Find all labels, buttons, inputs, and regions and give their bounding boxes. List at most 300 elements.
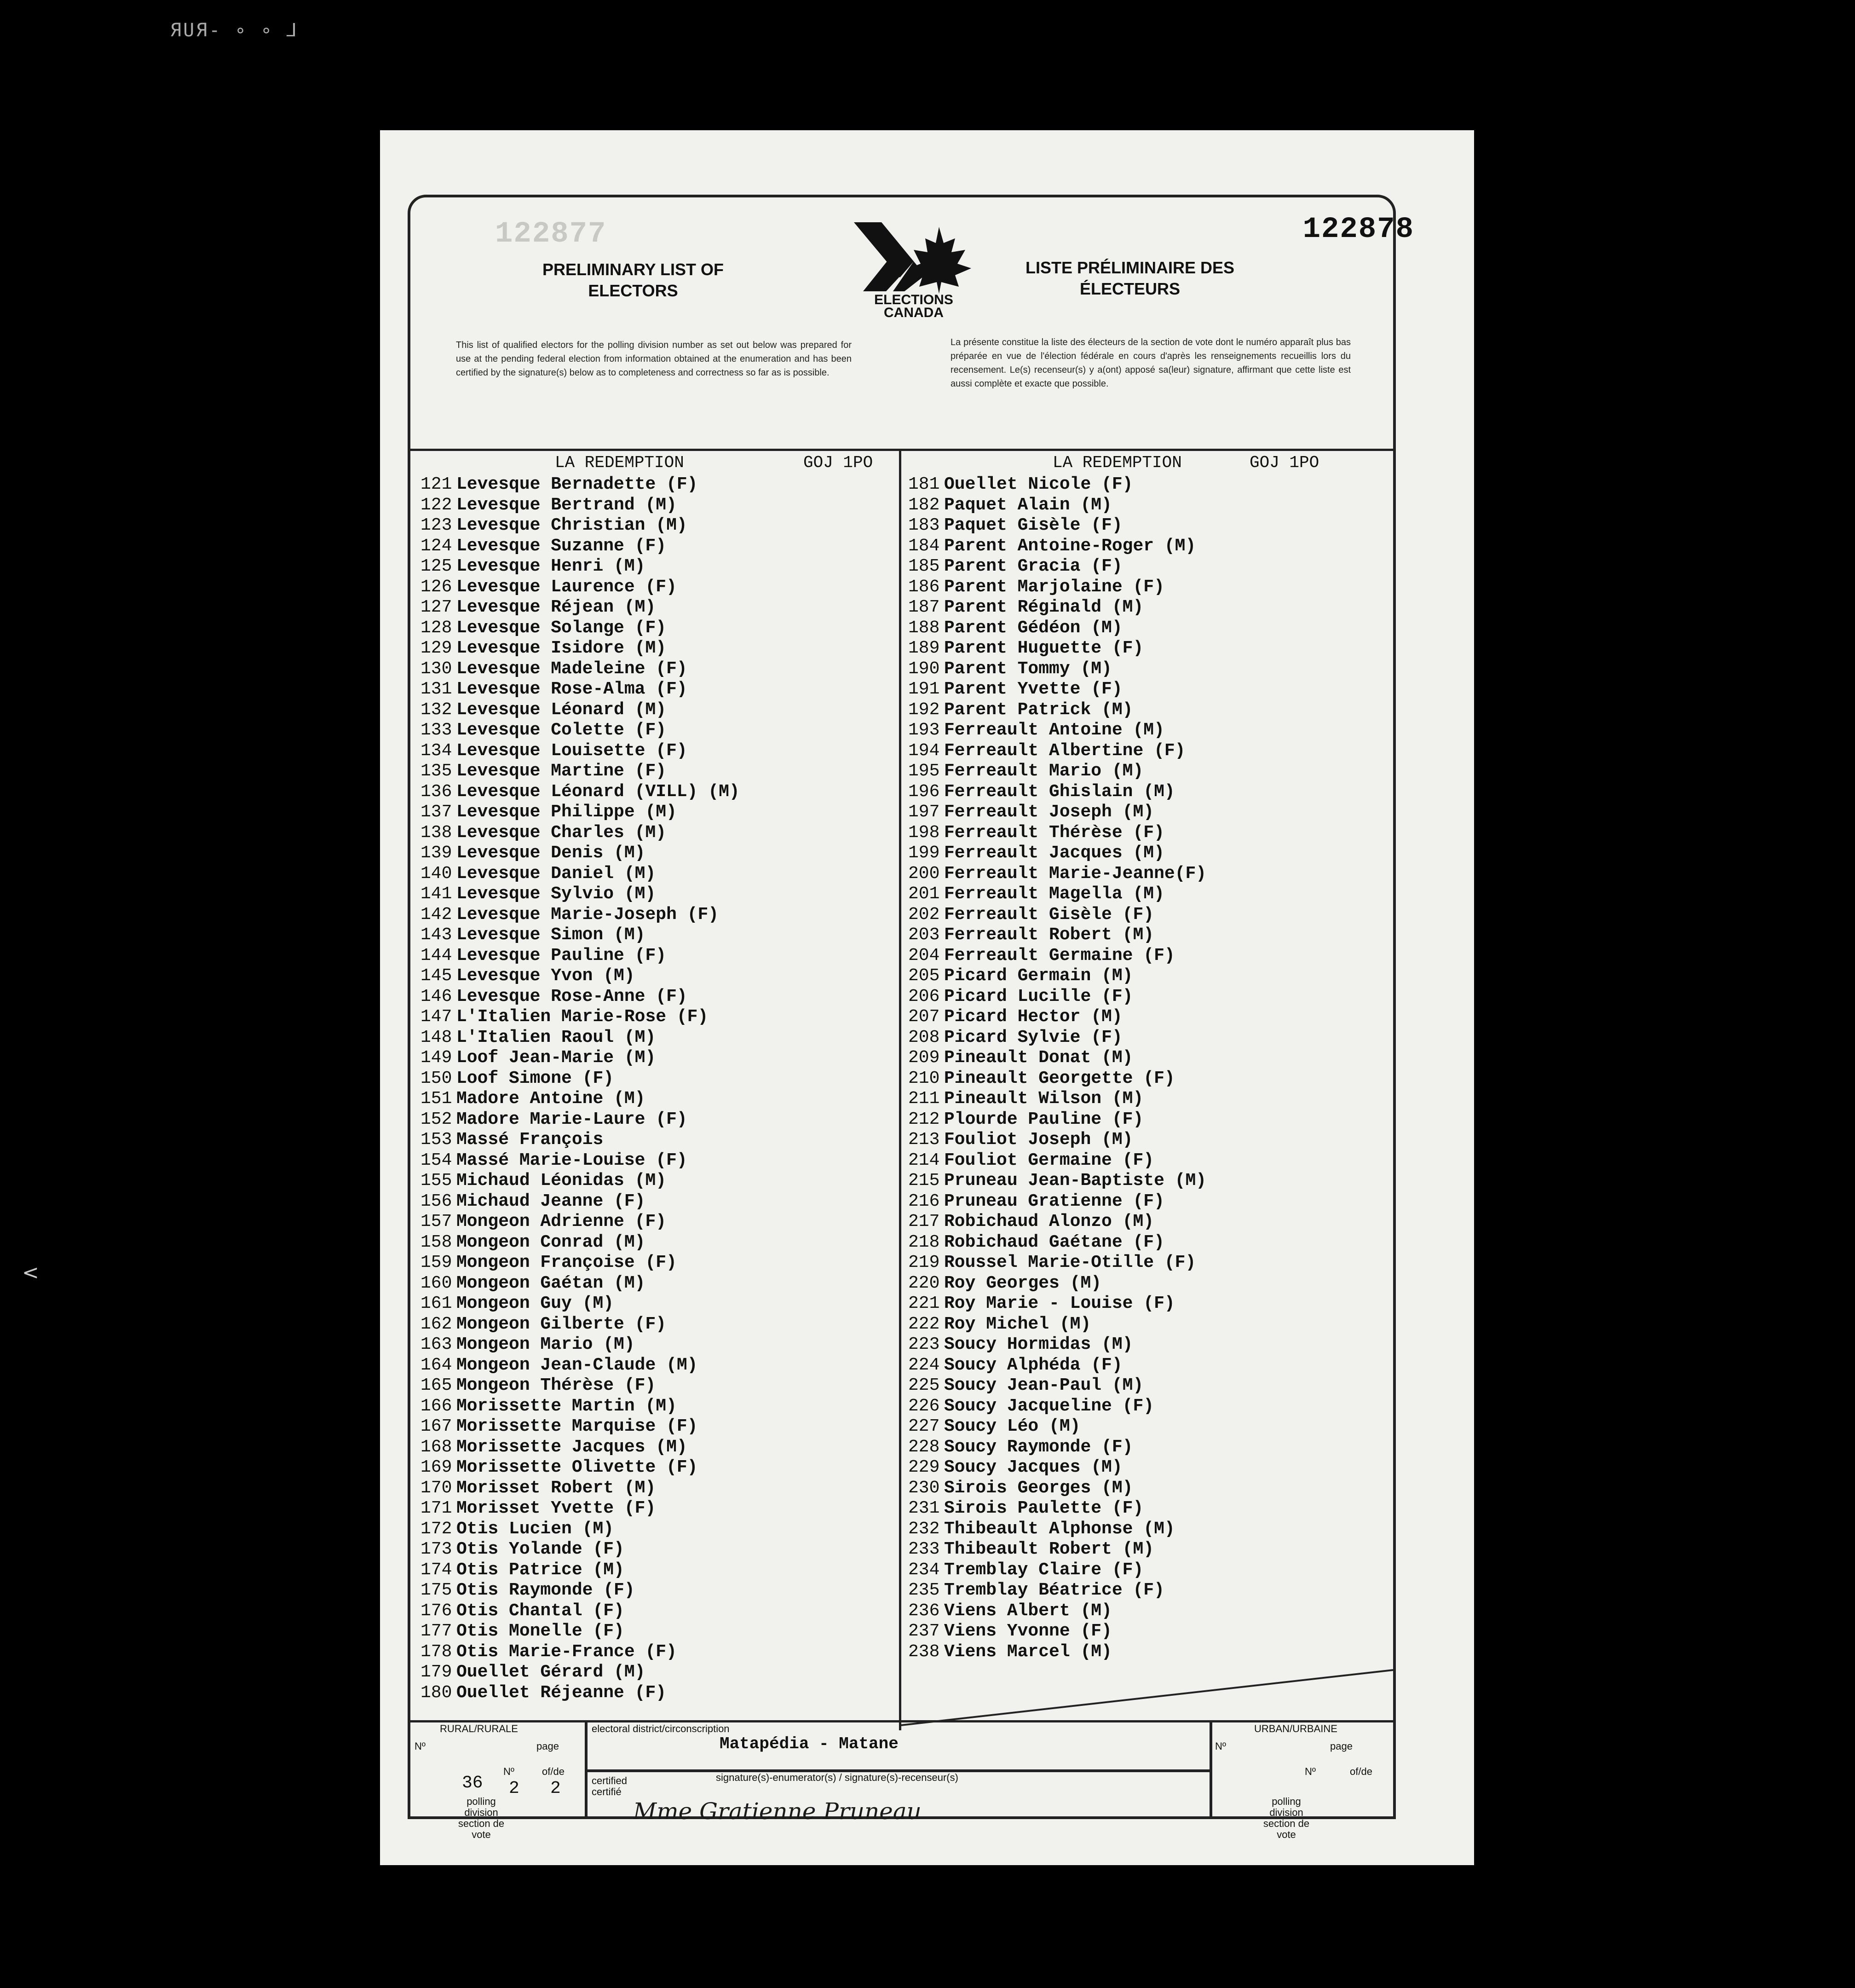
elector-number: 226	[908, 1396, 940, 1416]
elector-row	[421, 1621, 740, 1642]
elector-number: 132	[421, 699, 452, 720]
elector-name: Parent Gédéon (M)	[944, 618, 1123, 638]
elector-row	[908, 823, 1206, 844]
elector-row	[421, 1028, 740, 1048]
elector-name: Mongeon Mario (M)	[456, 1335, 635, 1354]
elector-name: Parent Gracia (F)	[944, 556, 1123, 576]
elector-row	[421, 638, 740, 659]
elector-number: 197	[908, 802, 940, 822]
elector-number: 199	[908, 843, 940, 863]
elector-row	[908, 1273, 1206, 1294]
elector-name: Ferreault Joseph (M)	[944, 802, 1154, 822]
elector-name: Thibeault Robert (M)	[944, 1539, 1154, 1559]
elector-number: 143	[421, 925, 452, 945]
elector-row	[908, 1069, 1206, 1089]
elector-number: 128	[421, 618, 452, 638]
elector-name: Mongeon Jean-Claude (M)	[456, 1355, 698, 1375]
elector-row	[421, 515, 740, 536]
elector-row	[908, 1601, 1206, 1622]
elector-row	[908, 946, 1206, 966]
elector-row	[908, 1110, 1206, 1130]
elector-row	[908, 1171, 1206, 1191]
elector-row	[908, 761, 1206, 782]
elector-number: 195	[908, 761, 940, 781]
elector-row	[908, 720, 1206, 741]
elector-name: Ferreault Jacques (M)	[944, 843, 1164, 863]
elector-number: 121	[421, 474, 452, 494]
elector-row	[421, 1396, 740, 1417]
elector-number: 206	[908, 986, 940, 1006]
elector-number: 172	[421, 1519, 452, 1539]
elector-row	[421, 1150, 740, 1171]
elector-name: Ferreault Marie-Jeanne(F)	[944, 863, 1207, 884]
elector-number: 209	[908, 1048, 940, 1068]
elector-row	[421, 987, 740, 1007]
enumerator-signature	[628, 1792, 997, 1828]
elector-row	[421, 679, 740, 700]
elector-number: 145	[421, 966, 452, 986]
electoral-district-label: electoral district/circonscription	[592, 1723, 730, 1734]
elector-row	[421, 1519, 740, 1540]
urban-page-no-label: Nº	[1305, 1766, 1316, 1777]
elector-number: 200	[908, 863, 940, 884]
elections-canada-logo	[845, 218, 983, 319]
elector-name: Roy Georges (M)	[944, 1273, 1102, 1293]
elector-number: 216	[908, 1191, 940, 1211]
rural-page-label: page	[536, 1740, 559, 1752]
elector-name: Otis Raymonde (F)	[456, 1580, 635, 1600]
elector-name: Levesque Simon (M)	[456, 925, 645, 945]
elector-name: Morisset Robert (M)	[456, 1478, 656, 1498]
elector-row	[908, 1560, 1206, 1581]
elector-row	[908, 1498, 1206, 1519]
elector-number: 140	[421, 863, 452, 884]
elector-number: 222	[908, 1314, 940, 1334]
elector-name: Madore Antoine (M)	[456, 1089, 645, 1109]
elector-name: Levesque Denis (M)	[456, 843, 645, 863]
elector-name: Parent Yvette (F)	[944, 679, 1123, 699]
elector-number: 159	[421, 1253, 452, 1272]
elector-number: 214	[908, 1150, 940, 1170]
elector-name: Levesque Léonard (VILL) (M)	[456, 781, 740, 802]
elector-number: 137	[421, 802, 452, 822]
elector-number: 171	[421, 1498, 452, 1518]
elector-number: 173	[421, 1539, 452, 1559]
elector-name: Levesque Philippe (M)	[456, 802, 677, 822]
elector-row	[421, 1601, 740, 1622]
elector-number: 176	[421, 1601, 452, 1621]
elector-number: 212	[908, 1109, 940, 1129]
elector-row	[908, 1375, 1206, 1396]
elector-number: 233	[908, 1539, 940, 1559]
elector-row	[908, 1457, 1206, 1478]
elector-row	[421, 823, 740, 844]
elector-number: 146	[421, 986, 452, 1006]
elector-number: 198	[908, 822, 940, 843]
elector-row	[908, 1007, 1206, 1028]
film-side-mark: <	[22, 1261, 39, 1284]
elector-row	[421, 1089, 740, 1110]
elector-name: Levesque Léonard (M)	[456, 699, 667, 720]
elector-row	[908, 905, 1206, 925]
elector-row	[908, 966, 1206, 987]
elector-row	[421, 1007, 740, 1028]
elector-number: 144	[421, 945, 452, 965]
elector-name: Levesque Sylvio (M)	[456, 884, 656, 904]
elector-row	[908, 515, 1206, 536]
signature-label: signature(s)-enumerator(s) / signature(s)-recenseur(s)	[716, 1772, 958, 1783]
intro-french: La présente constitue la liste des électeurs de la section de vote dont le numéro apparaît plus bas préparée en vue de l'élection fédérale en cours d'après les renseignements recueillis lors du recensement. Le(s) recenseur(s) y a(ont) apposé sa(leur) signature, affirmant que cette liste est aussi complète et exacte que possible.	[951, 337, 1351, 389]
elector-name: Thibeault Alphonse (M)	[944, 1519, 1175, 1539]
elector-number: 193	[908, 720, 940, 740]
elector-row	[908, 1212, 1206, 1232]
elector-name: Ouellet Nicole (F)	[944, 474, 1133, 494]
elector-row	[421, 905, 740, 925]
header-divider	[408, 449, 1396, 451]
elector-number: 168	[421, 1437, 452, 1457]
column-divider	[899, 451, 901, 1730]
elector-name: Levesque Henri (M)	[456, 556, 645, 576]
elector-name: Michaud Jeanne (F)	[456, 1191, 645, 1211]
elector-number: 167	[421, 1416, 452, 1436]
elector-number: 229	[908, 1457, 940, 1477]
elector-row	[421, 843, 740, 864]
elector-row	[908, 495, 1206, 516]
elector-name: Parent Tommy (M)	[944, 659, 1112, 679]
elector-row	[908, 782, 1206, 803]
elector-name: Robichaud Gaétane (F)	[944, 1232, 1164, 1252]
elector-name: Morissette Olivette (F)	[456, 1457, 698, 1477]
elector-name: Picard Hector (M)	[944, 1007, 1123, 1027]
left-column-locality: LA REDEMPTION	[555, 453, 684, 472]
svg-text:Mme Gratienne Pruneau: Mme Gratienne Pruneau	[633, 1798, 922, 1825]
elector-number: 207	[908, 1007, 940, 1027]
elector-name: Pineault Wilson (M)	[944, 1089, 1144, 1109]
elector-row	[908, 536, 1206, 557]
elector-name: Fouliot Joseph (M)	[944, 1130, 1133, 1150]
elector-row	[421, 618, 740, 639]
elector-name: Mongeon Conrad (M)	[456, 1232, 645, 1252]
elector-name: Morissette Martin (M)	[456, 1396, 677, 1416]
elector-number: 189	[908, 638, 940, 658]
elector-name: Viens Albert (M)	[944, 1601, 1112, 1621]
elector-name: Parent Réginald (M)	[944, 597, 1144, 617]
elector-row	[421, 1355, 740, 1376]
elector-name: Levesque Madeleine (F)	[456, 659, 687, 679]
elector-row	[421, 884, 740, 905]
elector-number: 177	[421, 1621, 452, 1641]
elector-name: Levesque Louisette (F)	[456, 740, 687, 761]
elector-number: 205	[908, 966, 940, 986]
elector-row	[908, 1519, 1206, 1540]
elector-number: 187	[908, 597, 940, 617]
urban-label: URBAN/URBAINE	[1254, 1723, 1337, 1734]
page-of-number: 2	[550, 1779, 561, 1798]
elector-name: Levesque Réjean (M)	[456, 597, 656, 617]
elector-name: Levesque Martine (F)	[456, 761, 667, 781]
rural-of-label: of/de	[542, 1766, 565, 1777]
elector-name: Morisset Yvette (F)	[456, 1498, 656, 1518]
elector-row	[908, 987, 1206, 1007]
elector-name: Ouellet Réjeanne (F)	[456, 1682, 667, 1703]
elector-name: Otis Patrice (M)	[456, 1560, 624, 1580]
elector-number: 225	[908, 1375, 940, 1395]
elector-row	[908, 700, 1206, 721]
elector-number: 170	[421, 1478, 452, 1498]
elector-name: Picard Lucille (F)	[944, 986, 1133, 1006]
elector-number: 221	[908, 1294, 940, 1313]
elector-row	[908, 577, 1206, 598]
elector-row	[421, 556, 740, 577]
left-column-postal-code: GOJ 1PO	[803, 453, 873, 472]
elector-row	[908, 1294, 1206, 1314]
elector-name: Loof Jean-Marie (M)	[456, 1048, 656, 1068]
rural-polling-division-label: polling division section de vote	[458, 1796, 505, 1840]
right-column-locality: LA REDEMPTION	[1053, 453, 1182, 472]
elector-name: Ferreault Albertine (F)	[944, 740, 1186, 761]
elector-number: 227	[908, 1416, 940, 1436]
elector-name: Levesque Suzanne (F)	[456, 536, 667, 556]
elector-number: 166	[421, 1396, 452, 1416]
elector-row	[908, 802, 1206, 823]
elector-name: Ferreault Germaine (F)	[944, 945, 1175, 965]
elector-row	[421, 1642, 740, 1663]
elector-number: 165	[421, 1375, 452, 1395]
elector-number: 161	[421, 1294, 452, 1313]
elector-name: Mongeon Gaétan (M)	[456, 1273, 645, 1293]
elector-name: Levesque Christian (M)	[456, 515, 687, 535]
elector-number: 157	[421, 1212, 452, 1231]
elector-name: Robichaud Alonzo (M)	[944, 1212, 1154, 1231]
elector-row	[908, 1232, 1206, 1253]
elector-number: 141	[421, 884, 452, 904]
elector-name: Pineault Georgette (F)	[944, 1068, 1175, 1088]
elector-name: Paquet Gisèle (F)	[944, 515, 1123, 535]
elector-row	[908, 864, 1206, 884]
film-frame-mark: ЯUЯ- ∘ ∘ ⅃	[170, 20, 299, 41]
elector-number: 147	[421, 1007, 452, 1027]
elector-row	[908, 1150, 1206, 1171]
elector-name: Parent Marjolaine (F)	[944, 577, 1164, 597]
elector-name: Otis Marie-France (F)	[456, 1641, 677, 1662]
elector-number: 194	[908, 740, 940, 761]
elector-number: 201	[908, 884, 940, 904]
elector-number: 174	[421, 1560, 452, 1580]
elector-number: 235	[908, 1580, 940, 1600]
elector-row	[908, 1314, 1206, 1335]
page-number: 2	[509, 1779, 519, 1798]
urban-no-label: Nº	[1215, 1740, 1226, 1752]
elector-name: Mongeon Guy (M)	[456, 1294, 614, 1313]
elector-number: 150	[421, 1068, 452, 1088]
elector-name: Soucy Jean-Paul (M)	[944, 1375, 1144, 1395]
elector-row	[421, 761, 740, 782]
elector-row	[908, 1580, 1206, 1601]
elector-name: Otis Chantal (F)	[456, 1601, 624, 1621]
elector-name: Levesque Charles (M)	[456, 822, 667, 843]
elector-number: 149	[421, 1048, 452, 1068]
elector-name: Roussel Marie-Otille (F)	[944, 1253, 1196, 1272]
elector-name: Sirois Georges (M)	[944, 1478, 1133, 1498]
elector-number: 139	[421, 843, 452, 863]
elector-row	[421, 864, 740, 884]
elector-name: Pruneau Gratienne (F)	[944, 1191, 1164, 1211]
elector-number: 156	[421, 1191, 452, 1211]
elector-name: Madore Marie-Laure (F)	[456, 1109, 687, 1129]
elector-number: 204	[908, 945, 940, 965]
elector-row	[421, 946, 740, 966]
urban-page-label: page	[1330, 1740, 1353, 1752]
elector-number: 211	[908, 1089, 940, 1109]
elector-name: Ferreault Antoine (M)	[944, 720, 1164, 740]
elector-row	[908, 1253, 1206, 1273]
elector-number: 184	[908, 536, 940, 556]
elector-number: 203	[908, 925, 940, 945]
urban-of-label: of/de	[1350, 1766, 1372, 1777]
elector-name: Viens Yvonne (F)	[944, 1621, 1112, 1641]
elector-row	[908, 1621, 1206, 1642]
elector-name: Otis Monelle (F)	[456, 1621, 624, 1641]
elector-name: Picard Germain (M)	[944, 966, 1133, 986]
elector-name: L'Italien Raoul (M)	[456, 1027, 656, 1047]
ghost-form-number: 122877	[495, 218, 607, 251]
elector-number: 217	[908, 1212, 940, 1231]
elector-number: 181	[908, 474, 940, 494]
elector-number: 155	[421, 1171, 452, 1190]
elector-name: Soucy Hormidas (M)	[944, 1335, 1133, 1354]
elector-row	[421, 1498, 740, 1519]
elector-row	[908, 1416, 1206, 1437]
form-number: 122878	[1302, 213, 1414, 246]
elector-name: Loof Simone (F)	[456, 1068, 614, 1088]
elector-row	[908, 1130, 1206, 1150]
elector-name: Morissette Jacques (M)	[456, 1437, 687, 1457]
rural-page-no-label: Nº	[503, 1766, 514, 1777]
elector-name: Pruneau Jean-Baptiste (M)	[944, 1171, 1207, 1190]
elector-row	[421, 1539, 740, 1560]
elector-number: 224	[908, 1355, 940, 1375]
elector-number: 127	[421, 597, 452, 617]
elector-name: Otis Lucien (M)	[456, 1519, 614, 1539]
elector-name: Levesque Rose-Anne (F)	[456, 986, 687, 1006]
elector-number: 232	[908, 1519, 940, 1539]
elector-number: 215	[908, 1171, 940, 1190]
elector-number: 236	[908, 1601, 940, 1621]
logo-text-elections: ELECTIONS	[874, 292, 953, 307]
elector-name: Levesque Daniel (M)	[456, 863, 656, 884]
elector-row	[421, 659, 740, 680]
elector-row	[421, 1130, 740, 1150]
elector-row	[908, 556, 1206, 577]
elector-row	[908, 1396, 1206, 1417]
elector-name: Morissette Marquise (F)	[456, 1416, 698, 1436]
elector-name: Ferreault Mario (M)	[944, 761, 1144, 781]
elector-row	[421, 1048, 740, 1069]
elector-number: 162	[421, 1314, 452, 1334]
elector-name: Fouliot Germaine (F)	[944, 1150, 1154, 1170]
elector-number: 190	[908, 659, 940, 679]
elector-row	[421, 1110, 740, 1130]
elector-name: Parent Patrick (M)	[944, 699, 1133, 720]
elector-row	[908, 1028, 1206, 1048]
elector-name: Ouellet Gérard (M)	[456, 1662, 645, 1682]
rural-no-label: Nº	[415, 1740, 426, 1752]
elector-name: Levesque Laurence (F)	[456, 577, 677, 597]
elector-number: 175	[421, 1580, 452, 1600]
electoral-district: Matapédia - Matane	[720, 1734, 899, 1753]
elector-number: 231	[908, 1498, 940, 1518]
elector-number: 185	[908, 556, 940, 576]
elector-number: 219	[908, 1253, 940, 1272]
elector-row	[421, 1069, 740, 1089]
elector-name: Levesque Isidore (M)	[456, 638, 667, 658]
elector-name: Roy Marie - Louise (F)	[944, 1294, 1175, 1313]
elector-row	[421, 925, 740, 946]
certified-label: certified certifié	[592, 1775, 628, 1797]
elector-row	[421, 1212, 740, 1232]
elector-number: 196	[908, 781, 940, 802]
elector-row	[421, 1683, 740, 1704]
elector-name: Ferreault Ghislain (M)	[944, 781, 1175, 802]
elector-row	[421, 536, 740, 557]
elector-name: Mongeon Adrienne (F)	[456, 1212, 667, 1231]
elector-row	[908, 1089, 1206, 1110]
elector-number: 202	[908, 904, 940, 925]
elector-row	[908, 638, 1206, 659]
right-electors-list	[908, 474, 1206, 1662]
elector-name: Picard Sylvie (F)	[944, 1027, 1123, 1047]
elector-row	[908, 884, 1206, 905]
elector-name: Massé Marie-Louise (F)	[456, 1150, 687, 1170]
elector-name: Levesque Colette (F)	[456, 720, 667, 740]
elector-row	[908, 741, 1206, 762]
elector-row	[421, 577, 740, 598]
elector-row	[421, 1437, 740, 1458]
electors-list-sheet	[380, 130, 1474, 1865]
elector-name: Levesque Rose-Alma (F)	[456, 679, 687, 699]
elector-name: Sirois Paulette (F)	[944, 1498, 1144, 1518]
elector-number: 164	[421, 1355, 452, 1375]
elector-name: Tremblay Claire (F)	[944, 1560, 1144, 1580]
elector-number: 153	[421, 1130, 452, 1150]
elector-name: Soucy Jacques (M)	[944, 1457, 1123, 1477]
elector-number: 142	[421, 904, 452, 925]
elector-number: 135	[421, 761, 452, 781]
elector-name: Otis Yolande (F)	[456, 1539, 624, 1559]
elector-number: 160	[421, 1273, 452, 1293]
elector-name: Parent Antoine-Roger (M)	[944, 536, 1196, 556]
elector-number: 192	[908, 699, 940, 720]
elector-number: 208	[908, 1027, 940, 1047]
elector-name: Ferreault Thérèse (F)	[944, 822, 1164, 843]
elector-row	[421, 1662, 740, 1683]
elector-row	[908, 1191, 1206, 1212]
elector-number: 125	[421, 556, 452, 576]
elector-number: 123	[421, 515, 452, 535]
elector-number: 138	[421, 822, 452, 843]
elector-row	[908, 1355, 1206, 1376]
elector-row	[421, 495, 740, 516]
elector-row	[421, 1273, 740, 1294]
elector-name: Mongeon Gilberte (F)	[456, 1314, 667, 1334]
elector-name: Tremblay Béatrice (F)	[944, 1580, 1164, 1600]
elector-name: Levesque Yvon (M)	[456, 966, 635, 986]
elector-name: Pineault Donat (M)	[944, 1048, 1133, 1068]
elector-name: Parent Huguette (F)	[944, 638, 1144, 658]
elector-row	[908, 1048, 1206, 1069]
polling-division-number: 36	[462, 1773, 483, 1793]
elector-row	[421, 1171, 740, 1191]
